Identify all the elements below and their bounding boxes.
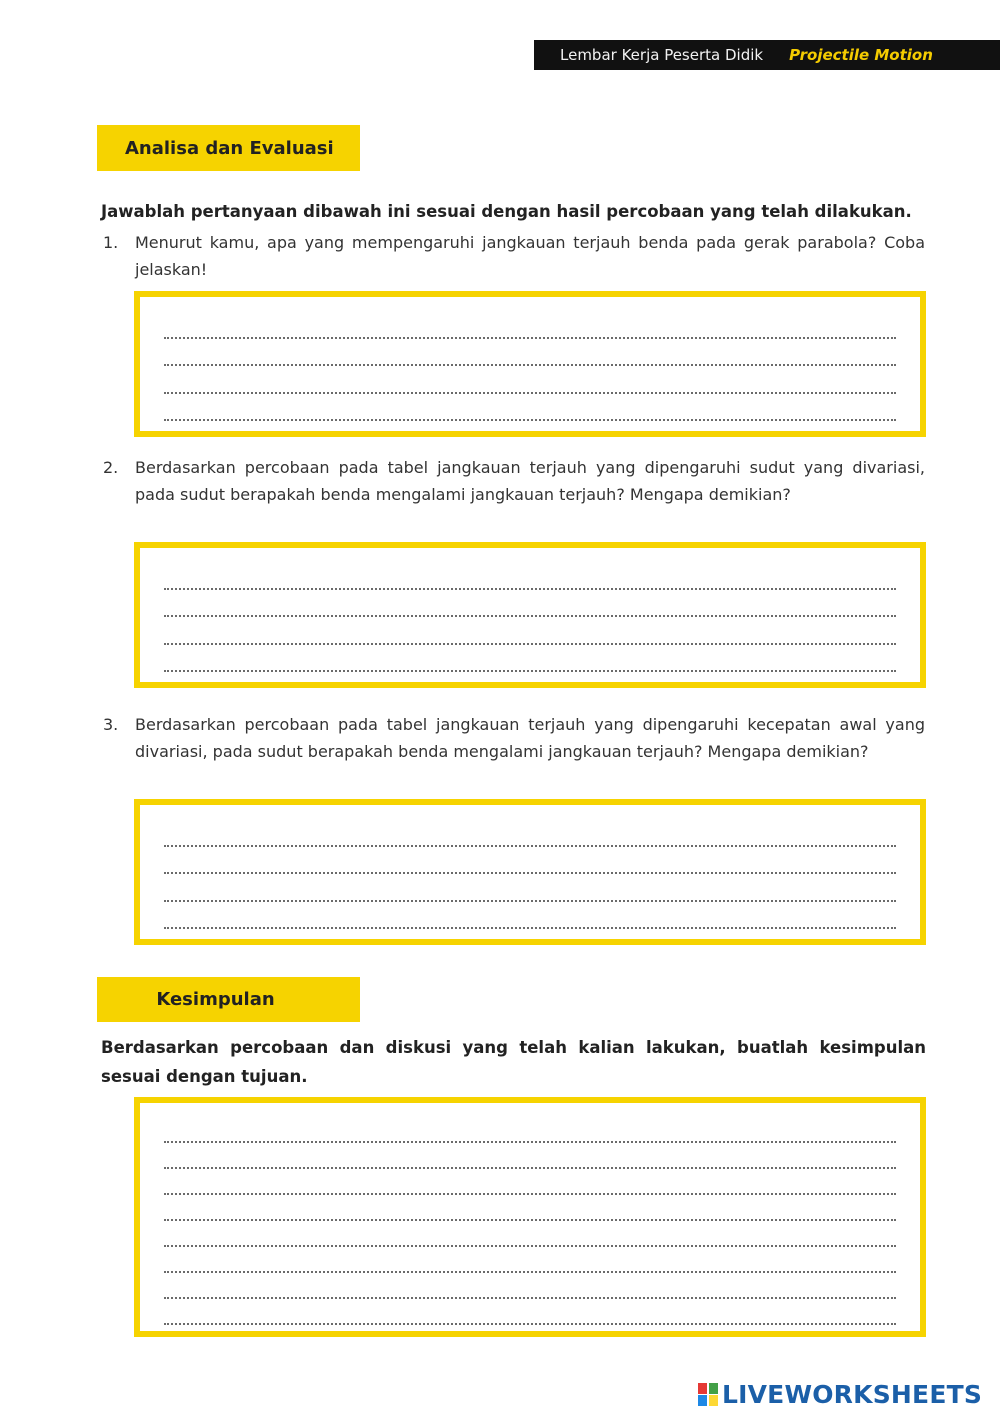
answer-line[interactable]	[164, 311, 896, 339]
answer-line[interactable]	[164, 1195, 896, 1221]
analysis-instruction: Jawablah pertanyaan dibawah ini sesuai dengan hasil percobaan yang telah dilakukan.	[101, 202, 912, 221]
section-title-analysis: Analisa dan Evaluasi	[97, 125, 360, 171]
answer-line[interactable]	[164, 366, 896, 394]
answer-line[interactable]	[164, 394, 896, 422]
answer-line[interactable]	[164, 1299, 896, 1325]
answer-line[interactable]	[164, 819, 896, 847]
answer-line[interactable]	[164, 1221, 896, 1247]
answer-line[interactable]	[164, 562, 896, 590]
liveworksheets-logo-icon	[698, 1381, 720, 1407]
answer-line[interactable]	[164, 1117, 896, 1143]
answer-box-1[interactable]	[134, 291, 926, 437]
answer-line[interactable]	[164, 1169, 896, 1195]
header-bar	[534, 40, 1000, 70]
answer-line[interactable]	[164, 847, 896, 875]
liveworksheets-wordmark: LIVEWORKSHEETS	[722, 1379, 983, 1409]
answer-box-conclusion[interactable]	[134, 1097, 926, 1337]
answer-box-3[interactable]	[134, 799, 926, 945]
answer-box-2[interactable]	[134, 542, 926, 688]
conclusion-instruction: Berdasarkan percobaan dan diskusi yang telah kalian lakukan, buatlah kesimpulan sesuai dengan tujuan.	[101, 1038, 926, 1086]
answer-line[interactable]	[164, 1143, 896, 1169]
header-topic: Projectile Motion	[789, 46, 933, 64]
answer-line[interactable]	[164, 590, 896, 618]
question-number: 2.	[103, 458, 119, 477]
answer-line[interactable]	[164, 645, 896, 673]
answer-line[interactable]	[164, 902, 896, 930]
answer-line[interactable]	[164, 1247, 896, 1273]
question-text: Menurut kamu, apa yang mempengaruhi jangkauan terjauh benda pada gerak parabola? Coba jelaskan!	[135, 233, 925, 279]
question-number: 1.	[103, 233, 119, 252]
section-title-conclusion: Kesimpulan	[97, 977, 360, 1022]
answer-line[interactable]	[164, 339, 896, 367]
header-doc-type: Lembar Kerja Peserta Didik	[560, 46, 764, 64]
question-text: Berdasarkan percobaan pada tabel jangkauan terjauh yang dipengaruhi sudut yang divariasi, pada sudut berapakah benda mengalami jangkauan terjauh? Mengapa demikian?	[135, 458, 925, 504]
question-number: 3.	[103, 715, 119, 734]
question-text: Berdasarkan percobaan pada tabel jangkauan terjauh yang dipengaruhi kecepatan awal yang divariasi, pada sudut berapakah benda mengalami jangkauan terjauh? Mengapa demikian?	[135, 715, 925, 761]
answer-line[interactable]	[164, 617, 896, 645]
answer-line[interactable]	[164, 1273, 896, 1299]
answer-line[interactable]	[164, 874, 896, 902]
liveworksheets-brand[interactable]	[698, 1379, 982, 1409]
